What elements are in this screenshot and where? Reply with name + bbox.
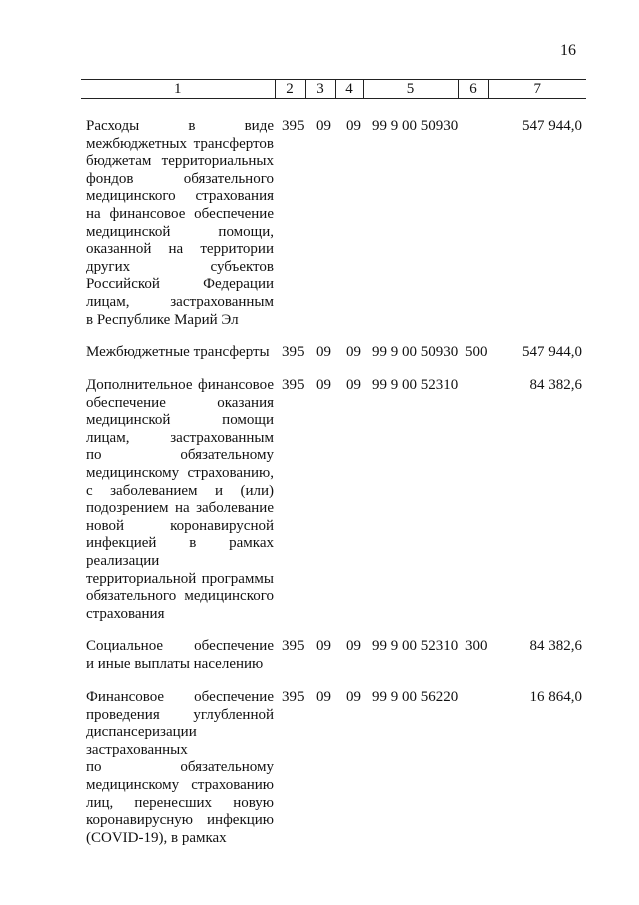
row-name-line: Российской Федерации	[86, 276, 274, 293]
column-header-6: 6	[458, 80, 488, 99]
target-article-cell: 99 9 00 50930	[372, 344, 459, 360]
row-name-line: медицинскому страхованию,	[86, 464, 274, 481]
row-name	[86, 689, 274, 847]
subsection-code-cell: 09	[346, 118, 361, 134]
row-name-line: с заболеванием и (или)	[86, 482, 274, 499]
row-name-line: территориальной программы	[86, 570, 274, 587]
row-name	[86, 377, 274, 623]
column-header-3: 3	[305, 80, 335, 99]
column-header-1: 1	[81, 80, 275, 99]
row-name-line: лицам, застрахованным	[86, 429, 274, 446]
amount-cell: 84 382,6	[529, 638, 582, 654]
target-article-cell: 99 9 00 52310	[372, 638, 459, 654]
amount-cell: 84 382,6	[529, 377, 582, 393]
row-name-line: оказанной на территории	[86, 241, 274, 258]
section-code-cell: 395	[282, 638, 305, 654]
section-code-cell: 395	[282, 118, 305, 134]
row-name	[86, 638, 274, 673]
row-name-line: межбюджетных трансфертов	[86, 135, 274, 152]
row-name-line: (COVID-19), в рамках	[86, 829, 227, 846]
column-header-4: 4	[335, 80, 363, 99]
row-name-line: реализации	[86, 552, 160, 569]
row-name-line: проведения углубленной	[86, 706, 274, 723]
column-header-5: 5	[363, 80, 458, 99]
column-header-row	[81, 80, 586, 99]
row-name-line: Расходы в виде	[86, 118, 274, 134]
column-header-7: 7	[488, 80, 586, 99]
target-article-cell: 99 9 00 50930	[372, 118, 459, 134]
subsection-code-cell: 09	[346, 344, 361, 360]
row-name-line: подозрением на заболевание	[86, 500, 274, 517]
row-name-line: бюджетам территориальных	[86, 153, 274, 170]
row-name-line: других субъектов	[86, 258, 274, 275]
row-name-line: по обязательному	[86, 447, 274, 464]
amount-cell: 16 864,0	[529, 689, 582, 705]
chapter-code-cell: 09	[316, 638, 331, 654]
amount-cell: 547 944,0	[522, 118, 582, 134]
page-number: 16	[560, 42, 576, 59]
chapter-code-cell: 09	[316, 118, 331, 134]
section-code-cell: 395	[282, 344, 305, 360]
row-name-line: фондов обязательного	[86, 170, 274, 187]
subsection-code-cell: 09	[346, 689, 361, 705]
column-header-2: 2	[275, 80, 305, 99]
row-name-line: медицинскому страхованию	[86, 776, 274, 793]
row-name-line: лиц, перенесших новую	[86, 794, 274, 811]
column-header-table	[81, 79, 586, 99]
row-name	[86, 118, 274, 329]
amount-cell: 547 944,0	[522, 344, 582, 360]
row-name-line: Дополнительное финансовое	[86, 377, 274, 393]
row-name-line: Межбюджетные трансферты	[86, 344, 270, 360]
row-name-line: на финансовое обеспечение	[86, 205, 274, 222]
subsection-code-cell: 09	[346, 377, 361, 393]
expense-type-cell: 500	[465, 344, 488, 360]
row-name-line: по обязательному	[86, 759, 274, 776]
row-name-line: обеспечение оказания	[86, 394, 274, 411]
row-name-line: медицинской помощи	[86, 412, 274, 429]
chapter-code-cell: 09	[316, 689, 331, 705]
section-code-cell: 395	[282, 377, 305, 393]
target-article-cell: 99 9 00 56220	[372, 689, 459, 705]
row-name-line: и иные выплаты населению	[86, 655, 264, 672]
row-name	[86, 344, 274, 362]
chapter-code-cell: 09	[316, 377, 331, 393]
row-name-line: медицинского страхования	[86, 188, 274, 205]
section-code-cell: 395	[282, 689, 305, 705]
row-name-line: обязательного медицинского	[86, 588, 274, 605]
row-name-line: лицам, застрахованным	[86, 293, 274, 310]
row-name-line: страхования	[86, 605, 165, 622]
subsection-code-cell: 09	[346, 638, 361, 654]
row-name-line: инфекцией в рамках	[86, 535, 274, 552]
row-name-line: застрахованных	[86, 741, 188, 758]
row-name-line: медицинской помощи,	[86, 223, 274, 240]
row-name-line: диспансеризации	[86, 724, 197, 741]
chapter-code-cell: 09	[316, 344, 331, 360]
row-name-line: в Республике Марий Эл	[86, 311, 239, 328]
target-article-cell: 99 9 00 52310	[372, 377, 459, 393]
row-name-line: Социальное обеспечение	[86, 638, 274, 654]
row-name-line: новой коронавирусной	[86, 517, 274, 534]
row-name-line: Финансовое обеспечение	[86, 689, 274, 705]
row-name-line: коронавирусную инфекцию	[86, 812, 274, 829]
expense-type-cell: 300	[465, 638, 488, 654]
